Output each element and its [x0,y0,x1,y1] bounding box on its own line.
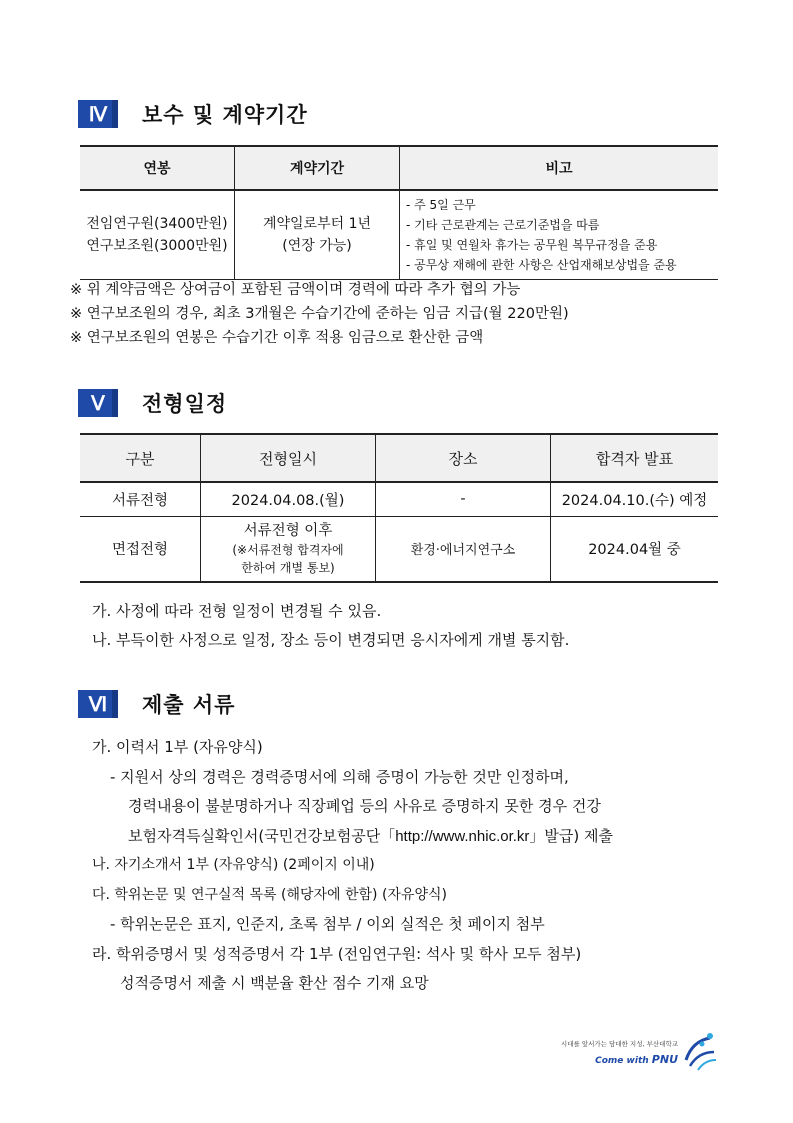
table-cell: 면접전형 [80,516,201,582]
section-title: 제출 서류 [142,693,236,717]
list-subitem: - 학위논문은 표지, 인준지, 초록 첨부 / 이외 실적은 첫 페이지 첨부 [110,915,545,933]
list-item: 가. 사정에 따라 전형 일정이 변경될 수 있음. [92,602,382,620]
section-6-header [78,689,235,719]
salary-line: 연구보조원(3000만원) [86,238,228,254]
table-row [80,482,718,516]
period-line: (연장 가능) [282,238,352,254]
brand-text: PNU [651,1053,678,1066]
remark-line: - 공무상 재해에 관한 사항은 산업재해보상법을 준용 [406,258,677,272]
section-5-header [78,388,227,418]
text-segment: 보험자격득실확인서(국민건강보험공단「 [128,826,396,845]
list-subitem: 경력내용이 불분명하거나 직장폐업 등의 사유로 증명하지 못한 경우 건강 [128,797,601,815]
col-header: 전형일시 [201,434,376,482]
remark-line: - 휴일 및 연월차 휴가는 공무원 복무규정을 준용 [406,238,658,252]
note-line: ※ 위 계약금액은 상여금이 포함된 금액이며 경력에 따라 추가 협의 가능 [70,282,521,298]
section-number-badge: Ⅴ [78,389,118,417]
period-line: 계약일로부터 1년 [262,216,372,232]
documents-list [92,733,732,999]
period-cell [235,190,400,280]
section-4-header [78,99,308,129]
table-cell: - [376,482,551,516]
note-line: ※ 연구보조원의 경우, 최초 3개월은 수습기간에 준하는 임금 지급(월 220만원) [70,306,569,322]
col-header: 합격자 발표 [551,434,719,482]
table-cell: 2024.04.10.(수) 예정 [551,482,719,516]
col-header: 구분 [80,434,201,482]
remark-line: - 기타 근로관계는 근로기준법을 따름 [406,218,600,232]
schedule-notes [92,597,569,655]
section-number-badge: Ⅳ [78,100,118,128]
section-title: 보수 및 계약기간 [142,103,308,127]
list-item: 나. 부득이한 사정으로 일정, 장소 등이 변경되면 응시자에게 개별 통지함. [92,631,570,649]
col-header: 계약기간 [235,146,400,190]
schedule-table [80,433,718,583]
note-line: ※ 연구보조원의 연봉은 수습기간 이후 적용 임금으로 환산한 금액 [70,330,484,346]
list-item: 가. 이력서 1부 (자유양식) [92,738,263,756]
salary-cell [80,190,235,280]
table-cell: 2024.04.08.(월) [201,482,376,516]
table-cell: 환경·에너지연구소 [376,516,551,582]
salary-line: 전임연구원(3400만원) [86,216,228,232]
list-subitem: 성적증명서 제출 시 백분율 환산 점수 기재 요망 [120,974,429,992]
col-header: 연봉 [80,146,235,190]
date-main: 서류전형 이후 [243,522,333,539]
col-header: 비고 [400,146,719,190]
footer-tagline [595,1053,678,1066]
table-cell: 서류전형 [80,482,201,516]
date-sub: (※서류전형 합격자에 [232,542,344,557]
list-item: 라. 학위증명서 및 성적증명서 각 1부 (전임연구원: 석사 및 학사 모두 첨부) [92,944,582,963]
remark-line: - 주 5일 근무 [406,198,476,212]
pnu-footer-logo [560,1030,720,1075]
date-sub: 한하여 개별 통보) [241,560,335,575]
salary-table [80,145,718,280]
list-item: 다. 학위논문 및 연구실적 목록 (해당자에 한함) (자유양식) [92,886,447,903]
remarks-cell [400,190,719,280]
table-cell: 2024.04월 중 [551,516,719,582]
list-item: 나. 자기소개서 1부 (자유양식) (2페이지 이내) [92,857,375,873]
list-subitem [92,822,732,852]
table-row [80,516,718,582]
section-number-badge: Ⅵ [78,690,118,718]
nhic-link[interactable]: http://www.nhic.or.kr [395,827,530,845]
col-header: 장소 [376,434,551,482]
text-segment: 」발급) 제출 [529,826,613,845]
table-cell [201,516,376,582]
pnu-emblem-icon [680,1030,720,1075]
footer-slogan: 시대를 앞서가는 담대한 지성, 부산대학교 [560,1040,678,1048]
list-subitem: - 지원서 상의 경력은 경력증명서에 의해 증명이 가능한 것만 인정하며, [110,767,569,786]
tagline-text: Come with [595,1056,649,1066]
section-title: 전형일정 [142,392,228,416]
salary-notes [70,278,569,350]
